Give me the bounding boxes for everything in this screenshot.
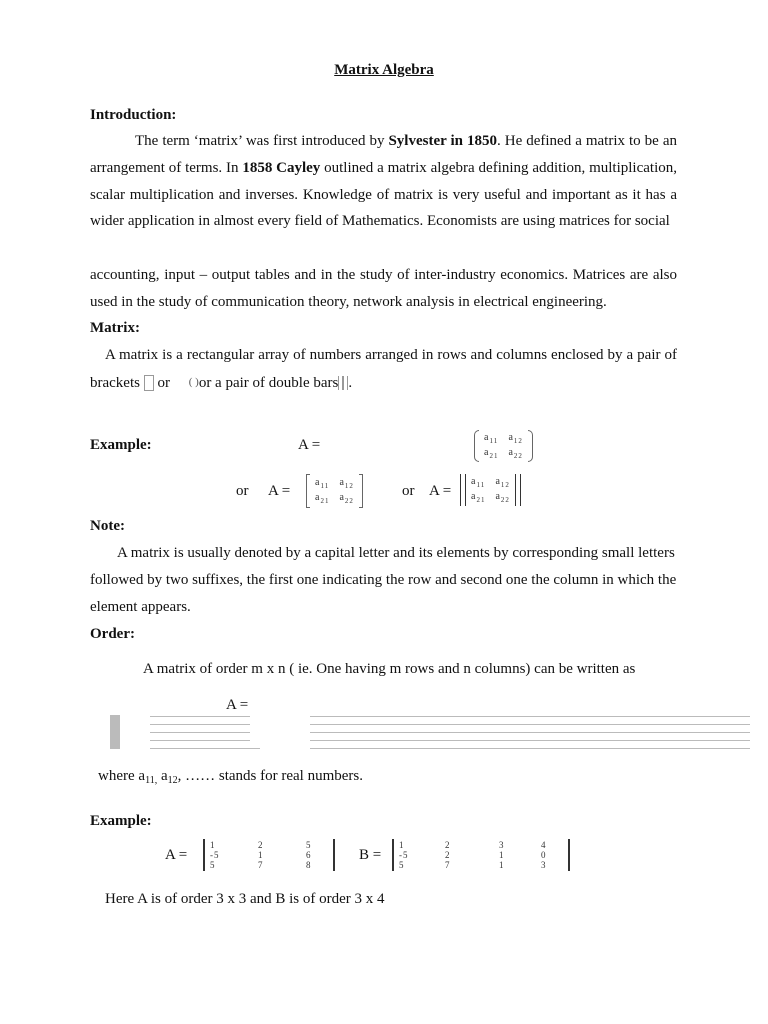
matrix-heading: Matrix: (90, 320, 140, 336)
intro-paragraph-1: The term ‘matrix’ was first introduced by Sylvester in 1850. He defined a matrix to be an arrangement of terms. In 1858 Cayley outlined a matrix algebra defining addition, multiplication, scalar multiplication and inverses. Knowledge of matrix is very useful and important as it has a wider application in almost every field of Mathematics. Economists are using matrices for social (90, 133, 677, 230)
example-heading-1: Example: (90, 437, 152, 453)
order-summary: Here A is of order 3 x 3 and B is of order 3 x 4 (105, 891, 385, 907)
example2-b-label: B = (359, 847, 382, 863)
square-bracket-symbol (144, 375, 154, 391)
parenthesis-symbol: ( ) (188, 375, 199, 388)
or-label-2: or (402, 483, 415, 499)
general-matrix-faint (110, 712, 768, 752)
intro-paragraph-2: accounting, input – output tables and in the study of inter-industry economics. Matrices are also used in the study of communication theory, network analysis in electrical engineering. (90, 267, 677, 310)
matrix-parentheses: $a_{11}$ $a_{12}$ $a_{21}$ $a_{22}$ (474, 430, 533, 462)
order-heading: Order: (90, 626, 135, 642)
example2-a-label: A = (165, 847, 188, 863)
example-heading-2: Example: (90, 813, 152, 829)
page-title: Matrix Algebra (334, 62, 434, 78)
matrix-a-3x3: 1 2 5 -5 1 6 5 7 8 (203, 839, 335, 871)
example1-a-label-3: A = (429, 483, 452, 499)
note-text: A matrix is usually denoted by a capital letter and its elements by corresponding small letters followed by two suffixes, the first one indicating the row and second one the column in which the element appears. (90, 545, 677, 615)
order-a-label: A = (226, 697, 249, 713)
matrix-definition: A matrix is a rectangular array of numbers arranged in rows and columns enclosed by a pair of brackets or ( )or a pair of double bars . (90, 342, 677, 397)
note-heading: Note: (90, 518, 125, 534)
or-label-1: or (236, 483, 249, 499)
matrix-double-bars: $a_{11}$ $a_{12}$ $a_{21}$ $a_{22}$ (460, 474, 521, 506)
example1-a-label-2: A = (268, 483, 291, 499)
introduction-heading: Introduction: (90, 107, 177, 123)
order-text: A matrix of order m x n ( ie. One having m rows and n columns) can be written as (143, 661, 636, 677)
matrix-square-brackets: $a_{11}$ $a_{12}$ $a_{21}$ $a_{22}$ (306, 474, 363, 508)
matrix-b-3x4: 1 2 3 4 -5 2 1 0 5 7 1 3 (392, 839, 570, 871)
example1-a-label: A = (298, 437, 321, 453)
where-text: where $a_{11,}$ $a_{12}$, …… stands for real numbers. (98, 768, 364, 786)
